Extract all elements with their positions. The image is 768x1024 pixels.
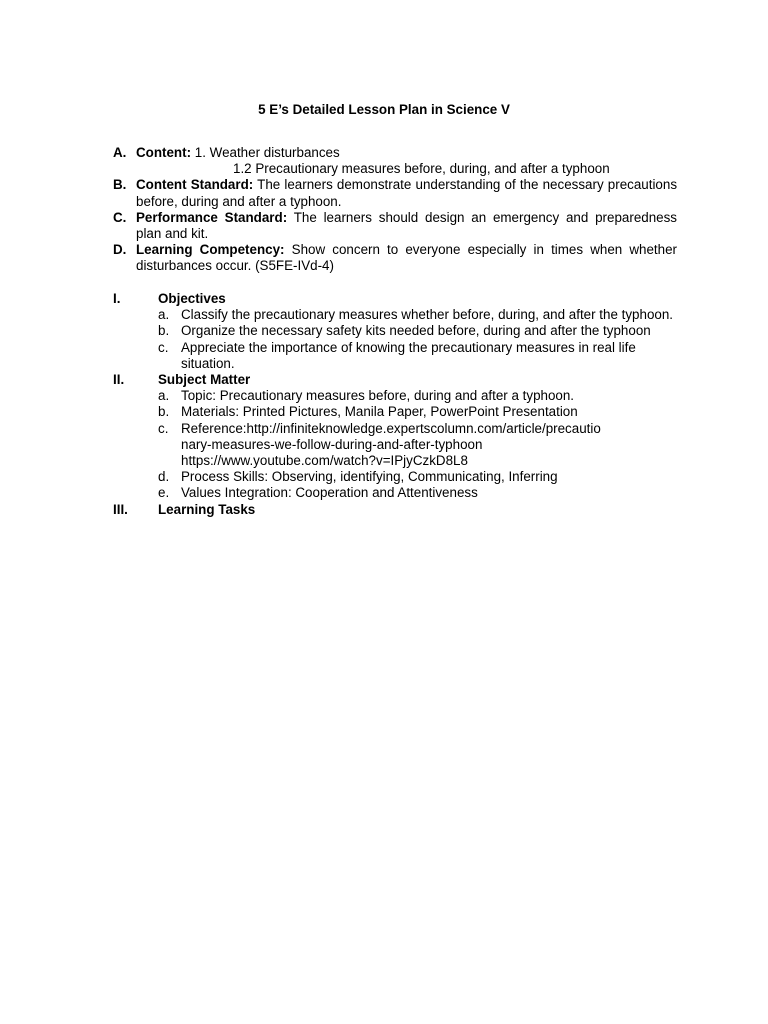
objective-item-label: b. (158, 323, 170, 339)
performance-standard-text: The learners should design an emergency and preparedness plan and kit. (136, 209, 677, 242)
subject-matter-item (158, 404, 677, 420)
subject-matter-title: Subject Matter (158, 372, 251, 388)
performance-standard-entry (113, 210, 677, 242)
subject-matter-item-label: a. (158, 388, 170, 404)
subject-matter-section (113, 372, 677, 502)
document-title: 5 E’s Detailed Lesson Plan in Science V (258, 102, 510, 117)
objective-item-label: c. (158, 339, 169, 355)
subject-matter-item-text: Topic: Precautionary measures before, during and after a typhoon. (181, 388, 575, 404)
subject-matter-item (158, 388, 677, 404)
learning-competency-heading: Learning Competency: (136, 242, 285, 258)
learning-tasks-title: Learning Tasks (158, 501, 256, 517)
subject-matter-number: II. (113, 372, 125, 388)
learning-tasks-section (113, 502, 677, 518)
learning-competency-entry (113, 242, 677, 274)
learning-competency-text: Show concern to everyone especially in times when whether disturbances occur. (S5FE-IVd-4) (136, 242, 677, 274)
content-line1: 1. Weather disturbances (194, 145, 340, 160)
subject-matter-item-label: d. (158, 469, 170, 485)
objective-item (158, 307, 677, 323)
content-heading: Content: (136, 145, 192, 160)
objective-item-text: Classify the precautionary measures whether before, during, and after the typhoon. (181, 307, 674, 323)
content-entry (113, 145, 677, 177)
objective-item (158, 340, 677, 372)
subject-matter-item (158, 421, 677, 470)
objectives-title: Objectives (158, 291, 226, 306)
content-standard-label: B. (113, 177, 127, 193)
subject-matter-item-label: e. (158, 485, 170, 501)
roman-sections (113, 291, 677, 518)
content-line2: 1.2 Precautionary measures before, during, and after a typhoon (233, 161, 610, 177)
objectives-number: I. (113, 291, 121, 306)
standards-section (113, 145, 677, 275)
reference-link-1[interactable]: Reference:http://infiniteknowledge.expertscolumn.com/article/precautio (181, 420, 601, 436)
subject-matter-item-label: c. (158, 420, 169, 436)
content-label: A. (113, 145, 127, 160)
subject-matter-item (158, 485, 677, 501)
subject-matter-item-text: Values Integration: Cooperation and Attentiveness (181, 485, 478, 501)
performance-standard-label: C. (113, 209, 127, 225)
content-standard-entry (113, 177, 677, 209)
subject-matter-item-label: b. (158, 404, 170, 420)
learning-tasks-number: III. (113, 501, 128, 517)
objective-item-text: Appreciate the importance of knowing the precautionary measures in real life situation. (181, 339, 636, 371)
subject-matter-item-text: Process Skills: Observing, identifying, Communicating, Inferring (181, 469, 558, 485)
objective-item (158, 323, 677, 339)
reference-link-1-cont[interactable]: nary-measures-we-follow-during-and-after-typhoon (181, 436, 483, 452)
subject-matter-item (158, 469, 677, 485)
objective-item-label: a. (158, 307, 170, 323)
objective-item-text: Organize the necessary safety kits needed before, during and after the typhoon (181, 323, 651, 339)
learning-competency-label: D. (113, 242, 127, 258)
subject-matter-item-text: Materials: Printed Pictures, Manila Paper, PowerPoint Presentation (181, 404, 578, 420)
content-standard-text: The learners demonstrate understanding of the necessary precautions before, during and after a typhoon. (136, 177, 678, 209)
objectives-section (113, 291, 677, 372)
reference-link-2[interactable]: https://www.youtube.com/watch?v=IPjyCzkD8L8 (181, 453, 468, 469)
content-standard-heading: Content Standard: (136, 177, 254, 193)
performance-standard-heading: Performance Standard: (136, 209, 288, 225)
